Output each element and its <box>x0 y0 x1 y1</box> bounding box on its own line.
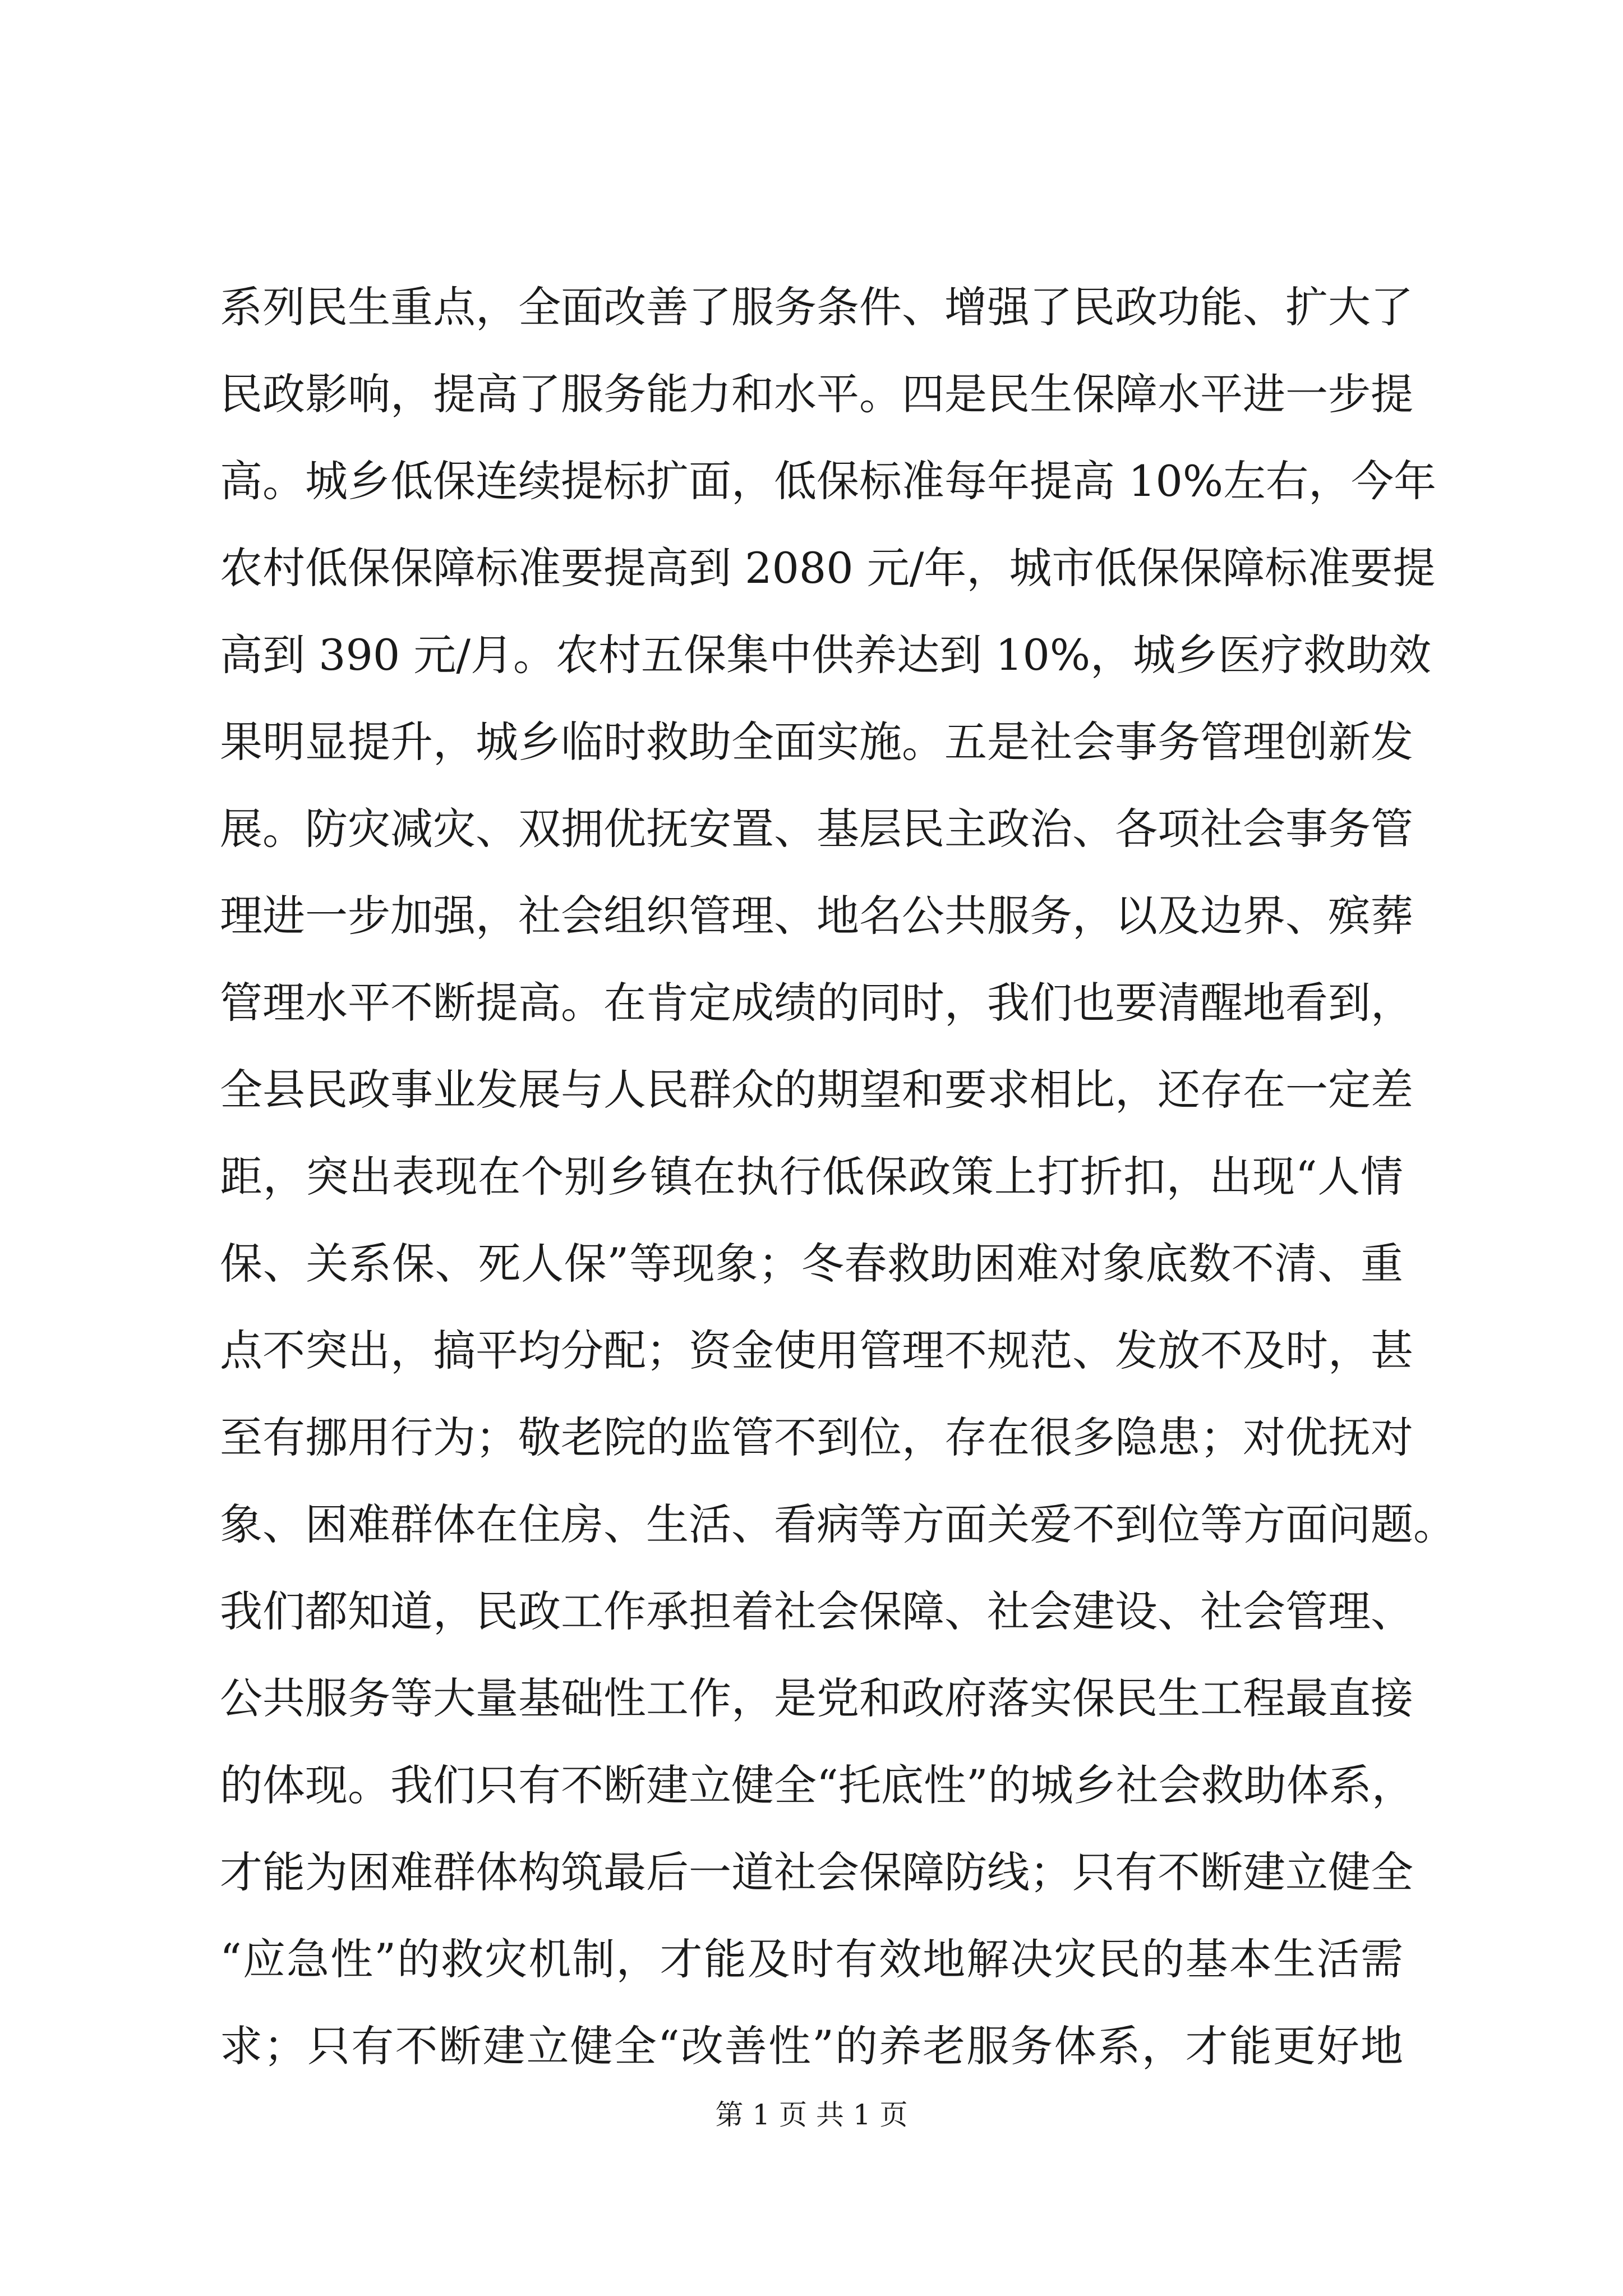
text-line: 管理水平不断提高。在肯定成绩的同时，我们也要清醒地看到， <box>220 978 1413 1028</box>
text-line: 才能为困难群体构筑最后一道社会保障防线；只有不断建立健全 <box>220 1847 1413 1897</box>
text-line: 高。城乡低保连续提标扩面，低保标准每年提高 10%左右，今年 <box>220 456 1437 506</box>
text-line: 公共服务等大量基础性工作，是党和政府落实保民生工程最直接 <box>220 1673 1413 1723</box>
text-line: 我们都知道，民政工作承担着社会保障、社会建设、社会管理、 <box>220 1586 1413 1636</box>
text-line: 系列民生重点，全面改善了服务条件、增强了民政功能、扩大了 <box>220 282 1413 332</box>
text-line: 全县民政事业发展与人民群众的期望和要求相比，还存在一定差 <box>220 1065 1413 1115</box>
text-line: 展。防灾减灾、双拥优抚安置、基层民主政治、各项社会事务管 <box>220 804 1413 854</box>
text-line: 保、关系保、死人保”等现象；冬春救助困难对象底数不清、重 <box>220 1239 1403 1289</box>
text-line: 果明显提升，城乡临时救助全面实施。五是社会事务管理创新发 <box>220 717 1413 767</box>
text-line: 求；只有不断建立健全“改善性”的养老服务体系，才能更好地 <box>220 2021 1403 2071</box>
text-line: 农村低保保障标准要提高到 2080 元/年，城市低保保障标准要提 <box>220 543 1436 593</box>
text-line: 的体现。我们只有不断建立健全“托底性”的城乡社会救助体系， <box>220 1760 1414 1810</box>
text-line: 象、困难群体在住房、生活、看病等方面关爱不到位等方面问题。 <box>220 1499 1456 1549</box>
text-line: 理进一步加强，社会组织管理、地名公共服务，以及边界、殡葬 <box>220 891 1413 941</box>
text-line: 点不突出，搞平均分配；资金使用管理不规范、发放不及时，甚 <box>220 1326 1413 1375</box>
text-line: 距，突出表现在个别乡镇在执行低保政策上打折扣，出现“人情 <box>220 1152 1403 1202</box>
text-line: 至有挪用行为；敬老院的监管不到位，存在很多隐患；对优抚对 <box>220 1412 1413 1462</box>
text-line: 高到 390 元/月。农村五保集中供养达到 10%，城乡医疗救助效 <box>220 630 1432 680</box>
body-text <box>220 264 1456 2090</box>
page-footer: 第 1 页 共 1 页 <box>715 2099 908 2131</box>
text-line: “应急性”的救灾机制，才能及时有效地解决灾民的基本生活需 <box>220 1934 1403 1984</box>
text-line: 民政影响，提高了服务能力和水平。四是民生保障水平进一步提 <box>220 369 1413 419</box>
